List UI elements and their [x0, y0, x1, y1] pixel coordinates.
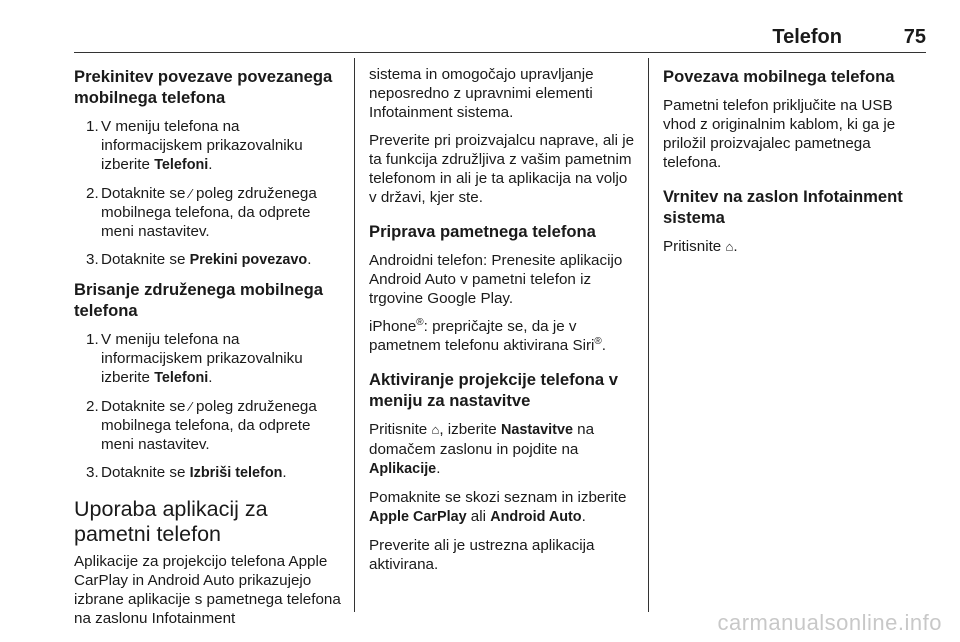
list-item: 3. Dotaknite se Izbriši telefon. [86, 464, 287, 481]
page-title: Telefon [772, 26, 842, 48]
section-heading-connect: Povezava mobilnega telefona [663, 67, 895, 86]
section-heading-prepare: Priprava pametnega telefona [369, 222, 596, 241]
page-number: 75 [903, 26, 926, 48]
list-item: 2. Dotaknite se ∕ poleg združenega mobilnega telefona, da odprete meni nastavitev. [86, 398, 317, 453]
home-icon: ⌂ [431, 422, 440, 437]
column-1 [74, 66, 342, 637]
iphone-paragraph: iPhone®: prepričajte se, da je v pametnem telefonu aktivirana Siri®. [369, 316, 607, 354]
intro-paragraph: Aplikacije za projekcijo telefona Apple CarPlay in Android Auto prikazujejo izbrane aplikacije s pametnega telefona na zaslonu Infotainment [74, 553, 341, 627]
settings-paragraph: Pritisnite ⌂, izberite Nastavitve na domačem zaslonu in pojdite na Aplikacije. [369, 421, 595, 477]
pencil-icon: ∕ [189, 399, 192, 414]
list-item: 1. V meniju telefona na informacijskem prikazovalniku izberite Telefoni. [86, 331, 303, 386]
return-paragraph: Pritisnite ⌂. [663, 238, 738, 255]
column-divider-2 [648, 58, 649, 612]
connect-paragraph: Pametni telefon priključite na USB vhod z originalnim kablom, ki ga je priložil proizvajalec pametnega telefona. [663, 97, 896, 171]
home-icon: ⌂ [725, 239, 734, 254]
page-header [74, 26, 926, 52]
android-paragraph: Androidni telefon: Prenesite aplikacijo Android Auto v pametni telefon iz trgovine Google Play. [369, 252, 623, 307]
column-3 [663, 66, 923, 265]
steps-delete [74, 330, 342, 483]
pencil-icon: ∕ [189, 186, 192, 201]
steps-disconnect [74, 117, 342, 270]
section-heading-activate: Aktiviranje projekcije telefona v meniju za nastavitve [369, 370, 619, 410]
list-item: 2. Dotaknite se ∕ poleg združenega mobilnega telefona, da odprete meni nastavitev. [86, 185, 317, 240]
select-app-paragraph: Pomaknite se skozi seznam in izberite Apple CarPlay ali Android Auto. [369, 489, 627, 525]
section-heading-return: Vrnitev na zaslon Infotainment sistema [663, 187, 903, 227]
check-paragraph: Preverite ali je ustrezna aplikacija aktivirana. [369, 537, 595, 573]
compatibility-paragraph: Preverite pri proizvajalcu naprave, ali je ta funkcija združljiva z vašim pametnim telefonom in ali je ta aplikacija na voljo v državi, kjer ste. [369, 132, 635, 206]
list-item: 1. V meniju telefona na informacijskem prikazovalniku izberite Telefoni. [86, 118, 303, 173]
list-item: 3. Dotaknite se Prekini povezavo. [86, 251, 312, 268]
column-2 [369, 65, 637, 583]
main-heading: Uporaba aplikacij za pametni telefon [74, 497, 268, 546]
section-heading-disconnect: Prekinitev povezave povezanega mobilnega telefona [74, 67, 333, 107]
section-heading-delete: Brisanje združenega mobilnega telefona [74, 280, 323, 320]
header-divider [74, 52, 926, 53]
column-divider-1 [354, 58, 355, 612]
continued-paragraph: sistema in omogočajo upravljanje neposredno z upravnimi elementi Infotainment sistema. [369, 66, 594, 121]
watermark: carmanualsonline.info [717, 610, 942, 635]
